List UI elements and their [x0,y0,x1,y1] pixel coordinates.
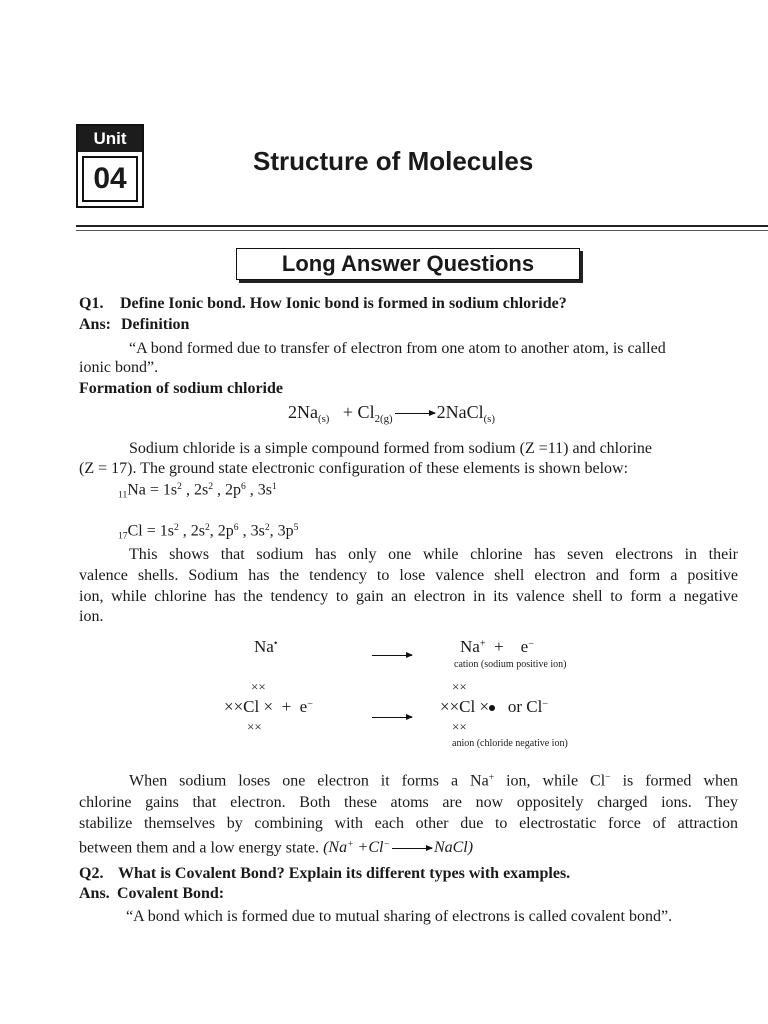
q2-ans-heading-text: Covalent Bond [117,885,219,902]
page-title: Structure of Molecules [253,146,534,176]
chloride-ion: ××Cl × or Cl− [440,697,549,716]
arrow-sodium [370,646,414,664]
chloride-electrons-bottom: ×× [452,719,467,734]
cation-note: cation (sodium positive ion) [454,659,567,670]
para2-line4: ion. [79,608,104,625]
q2-number: Q2. [79,865,104,882]
chloride-electrons-top: ×× [452,679,467,694]
q1-definition-line1: “A bond formed due to transfer of electron from one atom to another atom, is called [129,340,666,357]
header-rule [76,225,768,227]
formation-heading: Formation of sodium chloride [79,380,283,397]
chlorine-atom-plus-electron: ××Cl × + e− [224,697,313,716]
q1-number: Q1. [79,295,104,312]
q2-ans-label: Ans. [79,885,110,902]
chlorine-electrons-top: ×× [251,679,266,694]
q1-definition-line2: ionic bond”. [79,359,159,376]
q1-ans-label: Ans: [79,316,112,333]
header-rule-thin [76,230,768,231]
para3-line3: stabilize themselves by combining with each other due to electrostatic force of attraction [79,815,738,832]
cl-configuration: $_{17}Cl = 1s^2$ , $2s^2$, $2p^6$ , $3s^2$, $3p^5$ [118,522,299,542]
para3-line4-text: between them and a low energy state. [79,839,320,857]
para2-line1: This shows that sodium has only one while chlorine has seven electrons in their [129,546,738,563]
q1-ans-heading: Definition [121,316,190,333]
na-configuration: $_{11}Na = 1s^2$ , $2s^2$ , $2p^6$ , $3s^1$ [118,481,277,501]
arrow-chlorine [370,708,414,726]
para1-line2: (Z = 17). The ground state electronic configuration of these elements is shown below: [79,460,629,477]
sodium-ion-products: Na+ + e− [460,637,534,656]
para2-line3: ion, while chlorine has the tendency to gain an electron in its valence shell to form a negative [79,588,738,605]
q2-ans-heading: Covalent Bond: [117,885,225,902]
unit-badge [76,124,144,208]
unit-number: 04 [82,156,138,202]
para3-line1: When sodium loses one electron it forms a Na+ ion, while Cl− is formed when [129,772,739,790]
q2-question: What is Covalent Bond? Explain its different types with examples. [118,865,571,882]
para3-line1-part1: When sodium loses one electron it forms a Na [129,772,489,790]
nacl-equation: (Na+ +Cl− NaCl) [323,839,474,857]
chlorine-electrons-bottom: ×× [247,719,262,734]
para3-line4 [79,839,473,857]
para3-line2: chlorine gains that electron. Both these atoms are now oppositely charged ions. They [79,794,738,811]
para3-line1-part2: ion, while Cl [506,772,606,790]
anion-note: anion (chloride negative ion) [452,738,568,749]
q1-question: Define Ionic bond. How Ionic bond is formed in sodium chloride? [120,295,567,312]
unit-label: Unit [78,126,142,152]
formation-equation: $2Na_{(s)} + Cl_{2(g)}$ 2NaCl$_{(s)}$ [288,402,495,425]
para1-line1: Sodium chloride is a simple compound formed from sodium (Z =11) and chlorine [129,440,652,457]
section-title: Long Answer Questions [236,248,580,280]
sodium-atom: Na• [254,637,278,656]
para2-line2: valence shells. Sodium has the tendency to lose valence shell electron and form a positive [79,567,738,584]
para3-line1-part3: is formed when [622,772,739,790]
q2-definition: “A bond which is formed due to mutual sharing of electrons is called covalent bond”. [126,908,673,925]
